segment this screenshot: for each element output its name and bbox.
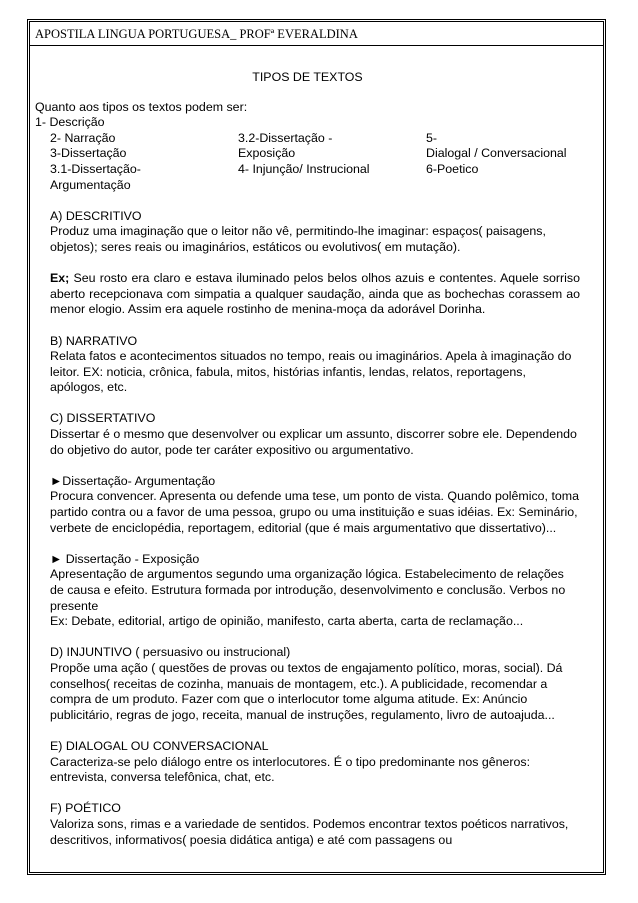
document-body xyxy=(35,70,580,848)
types-col-2 xyxy=(238,131,426,193)
list-head: 1- Descrição xyxy=(35,115,105,130)
page-title: TIPOS DE TEXTOS xyxy=(252,70,363,84)
section-narrativo xyxy=(50,334,580,396)
type-item: 3-Dissertação xyxy=(50,146,127,161)
section-body: Propõe uma ação ( questões de provas ou textos de engajamento político, moras, social). Dá conselhos( receitas de cozinha, manuais de montagem, etc.). A publicidade, recomendar a compra de um produto. Fazer com que o interlocutor tome alguma atitude. Ex: Anúncio publicitário, regras de jogo, receita, manual de instruções, regulamento, livro de autoajuda... xyxy=(50,660,563,722)
section-dialogal xyxy=(50,739,580,786)
section-heading: F) POÉTICO xyxy=(50,801,121,816)
section-example xyxy=(50,271,580,318)
type-item: 4- Injunção/ Instrucional xyxy=(238,161,370,176)
section-poetico xyxy=(50,801,580,848)
types-col-1 xyxy=(50,131,238,193)
type-item: 3.2-Dissertação - xyxy=(238,130,333,145)
section-heading: D) INJUNTIVO ( persuasivo ou instrucional) xyxy=(50,645,291,660)
subsection-heading: ► Dissertação - Exposição xyxy=(50,551,200,566)
section-body: Caracteriza-se pelo diálogo entre os interlocutores. É o tipo predominante nos gêneros: entrevista, conversa telefônica, chat, etc. xyxy=(50,754,531,785)
section-dissertativo xyxy=(50,411,580,629)
type-item: 2- Narração xyxy=(50,130,116,145)
document-header: APOSTILA LINGUA PORTUGUESA_ PROFª EVERALDINA xyxy=(35,27,358,41)
subsection-heading: ►Dissertação- Argumentação xyxy=(50,473,216,488)
types-col-3 xyxy=(426,131,576,193)
subsection-body: Apresentação de argumentos segundo uma organização lógica. Estabelecimento de relações de causa e efeito. Estrutura formada por introdução, desenvolvimento e conclusão. Verbos no presente xyxy=(50,567,566,613)
section-descritivo xyxy=(50,209,580,318)
type-item: Exposição xyxy=(238,146,296,161)
section-body: Produz uma imaginação que o leitor não vê, permitindo-lhe imaginar: espaços( paisagens, objetos); seres reais ou imaginários, estáticos ou evolutivos( em mutação). xyxy=(50,224,546,254)
section-heading: E) DIALOGAL OU CONVERSACIONAL xyxy=(50,738,269,753)
section-heading: A) DESCRITIVO xyxy=(50,208,142,223)
type-item: Argumentação xyxy=(50,177,131,192)
types-table xyxy=(50,131,580,193)
section-injuntivo xyxy=(50,645,580,723)
example-text: Seu rosto era claro e estava iluminado pelos belos olhos azuis e contentes. Aquele sorriso aberto recepcionava com simpatia a qualquer saudação, ainda que as bochechas corassem ao menor elogio. Assim era aquele rostinho de menina-moça da adorável Dorinha. xyxy=(50,271,580,317)
section-heading: C) DISSERTATIVO xyxy=(50,411,156,426)
type-item: 5- xyxy=(426,130,438,145)
subsection-body: Procura convencer. Apresenta ou defende uma tese, um ponto de vista. Quando polêmico, toma partido contra ou a favor de uma pessoa, grupo ou uma instituição e suas idéias. Ex: Seminário, verbete de enciclopédia, reportagem, editorial (que é mais argumentativo que dissertativo)... xyxy=(50,489,579,535)
example-label: Ex; xyxy=(50,271,70,286)
section-body: Dissertar é o mesmo que desenvolver ou explicar um assunto, discorrer sobre ele. Dependendo do objetivo do autor, pode ter caráter expositivo ou argumentativo. xyxy=(50,427,577,457)
intro-text: Quanto aos tipos os textos podem ser: xyxy=(35,99,248,114)
type-item: 3.1-Dissertação- xyxy=(50,161,141,176)
section-body: Valoriza sons, rimas e a variedade de sentidos. Podemos encontrar textos poéticos narrativos, descritivos, informativos( poesia didática antiga) e até com passagens ou xyxy=(50,816,569,847)
type-item: 6-Poetico xyxy=(426,161,479,176)
subsection-example: Ex: Debate, editorial, artigo de opinião, manifesto, carta aberta, carta de reclamação... xyxy=(50,614,524,629)
type-item: Dialogal / Conversacional xyxy=(426,146,567,161)
section-body: Relata fatos e acontecimentos situados no tempo, reais ou imaginários. Apela à imaginação do leitor. EX: noticia, crônica, fabula, mitos, histórias infantis, lendas, relatos, reportagens, apólogos, etc. xyxy=(50,349,572,395)
section-heading: B) NARRATIVO xyxy=(50,333,138,348)
